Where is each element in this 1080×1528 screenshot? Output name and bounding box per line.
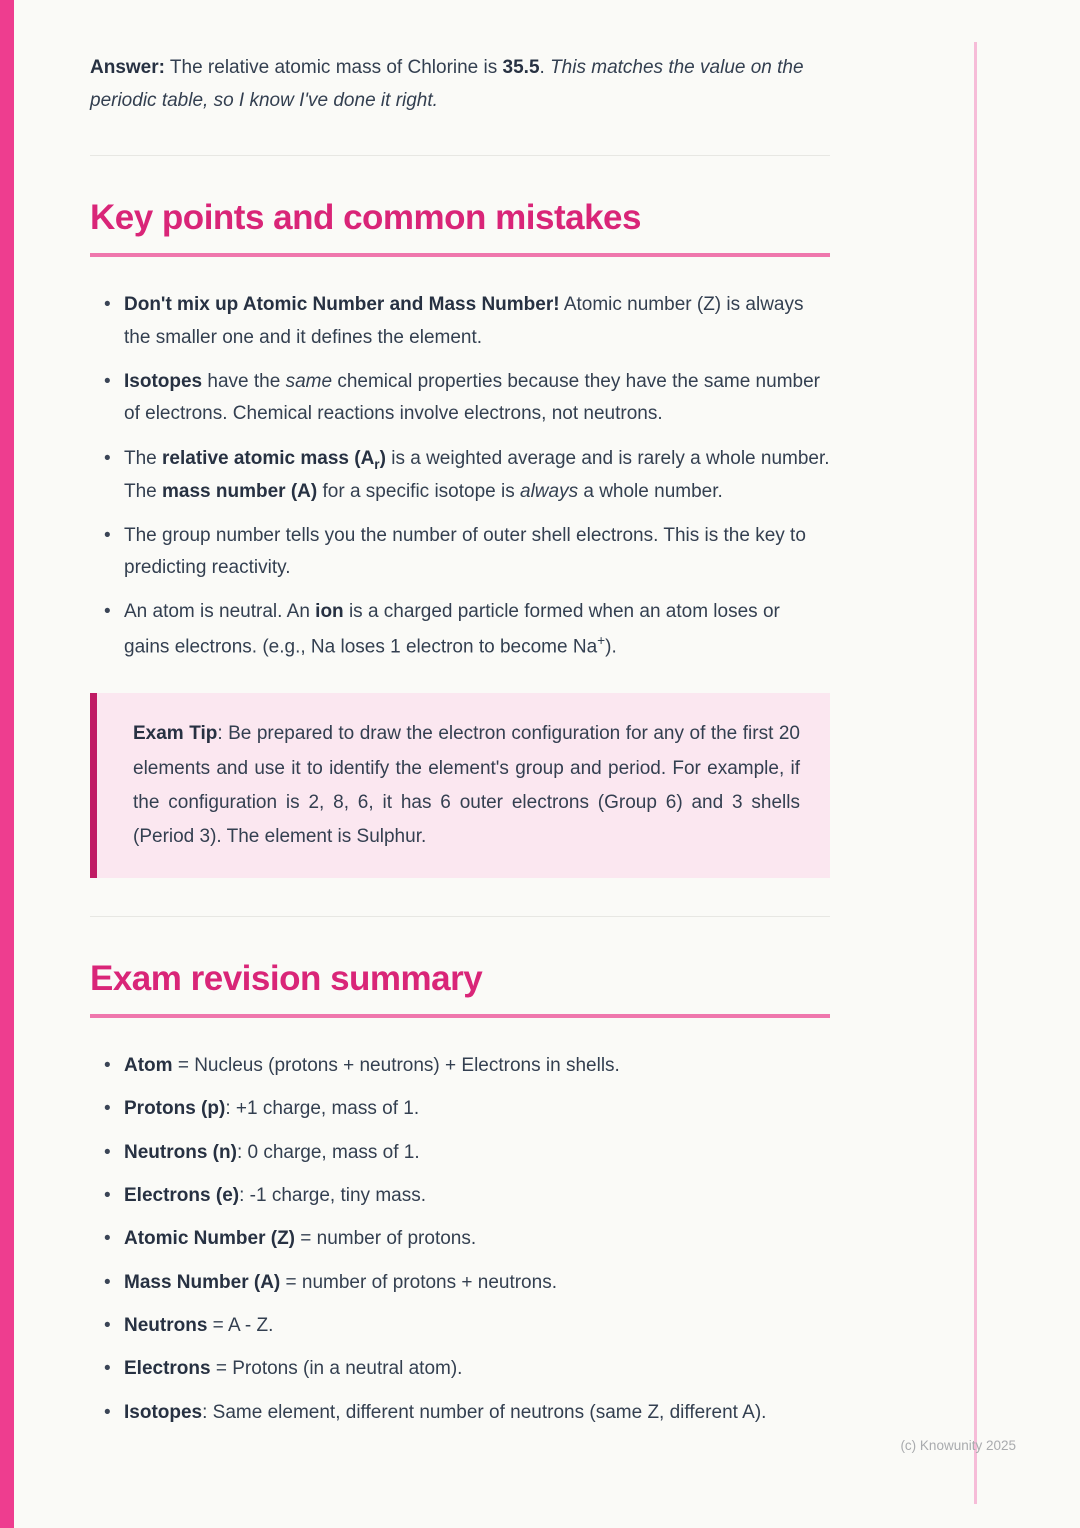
list-item [124,1310,830,1342]
section-divider [90,916,830,917]
exam-revision-summary-list [90,1050,830,1429]
text-segment: Electrons (e) [124,1185,240,1207]
text-segment: Electrons [124,1358,211,1380]
text-segment: ). [605,636,617,658]
text-segment: This matches the value on the periodic table, so I know I've done it right. [90,57,804,111]
copyright-note: (c) Knowunity 2025 [900,1438,1016,1453]
text-segment: Answer: [90,57,165,78]
text-segment: Don't mix up Atomic Number and Mass Number! [124,294,560,316]
text-segment: ) [379,447,386,469]
section-divider [90,155,830,156]
text-segment: same [285,370,333,392]
key-points-list [90,289,830,663]
document-content [90,0,830,1440]
list-item [124,596,830,663]
text-segment: Isotopes [124,370,203,392]
text-segment: always [520,480,579,502]
text-segment: : +1 charge, mass of 1. [225,1098,420,1120]
text-segment: : -1 charge, tiny mass. [239,1185,426,1207]
text-segment: The [124,447,163,469]
text-segment: : Be prepared to draw the electron configuration for any of the first 20 elements and use it to identify the element's group and period. For example, if the configuration is 2, 8, 6, it has 6 outer electrons (Group 6) and 3 shells (Period 3). The element is Sulphur. [133,723,800,847]
text-segment: : Same element, different number of neutrons (same Z, different A). [202,1401,767,1423]
text-segment: 35.5 [502,57,540,78]
answer-paragraph [90,52,830,117]
text-segment: for a specific isotope is [317,480,520,502]
text-segment: Neutrons (n) [124,1141,237,1163]
list-item [124,1353,830,1385]
text-segment: have the [202,370,286,392]
text-segment: = number of protons + neutrons. [280,1271,557,1293]
text-segment: Neutrons [124,1314,208,1336]
page-accent-stripe [0,0,14,1528]
text-segment: The group number tells you the number of outer shell electrons. This is the key to predicting reactivity. [124,524,806,579]
list-item [124,366,830,431]
list-item [124,1093,830,1125]
section-title-key-points: Key points and common mistakes [90,198,830,257]
text-segment: ion [315,601,344,623]
list-item [124,1223,830,1255]
list-item [124,443,830,508]
list-item [124,1137,830,1169]
exam-tip-callout [90,693,830,878]
text-segment: chemical properties because they have the same number of electrons. Chemical reactions involve electrons, not neutrons. [124,370,820,425]
text-segment: Isotopes [124,1401,203,1423]
text-segment: + [597,632,606,648]
list-item [124,1180,830,1212]
text-segment: Atomic Number (Z) [124,1228,295,1250]
list-item [124,1267,830,1299]
list-item [124,1050,830,1082]
text-segment: = number of protons. [295,1228,477,1250]
text-segment: Protons (p) [124,1098,226,1120]
text-segment: The relative atomic mass of Chlorine is [164,57,503,78]
text-segment: Atom [124,1055,173,1077]
section-title-exam-revision-summary: Exam revision summary [90,959,830,1018]
text-segment: relative atomic mass (A [162,447,375,469]
text-segment: = Nucleus (protons + neutrons) + Electrons in shells. [172,1055,620,1077]
text-segment: : 0 charge, mass of 1. [236,1141,420,1163]
text-segment: Atomic number (Z) is always the smaller one and it defines the element. [124,294,804,348]
exam-tip-text [133,717,800,854]
text-segment: = Protons (in a neutral atom). [210,1358,463,1380]
text-segment: a whole number. [578,480,723,502]
list-item [124,520,830,585]
text-segment: An atom is neutral. An [124,601,316,623]
text-segment: is a weighted average and is rarely a whole number. The [124,447,830,502]
text-segment: is a charged particle formed when an atom loses or gains electrons. (e.g., Na loses 1 electron to become Na [124,601,780,658]
text-segment: Exam Tip [133,723,218,745]
page-edge-line [974,42,977,1504]
text-segment: . [539,57,551,78]
list-item [124,289,830,354]
list-item [124,1397,830,1429]
text-segment: r [374,456,380,472]
text-segment: = A - Z. [207,1314,274,1336]
text-segment: mass number (A) [162,480,318,502]
text-segment: Mass Number (A) [124,1271,281,1293]
